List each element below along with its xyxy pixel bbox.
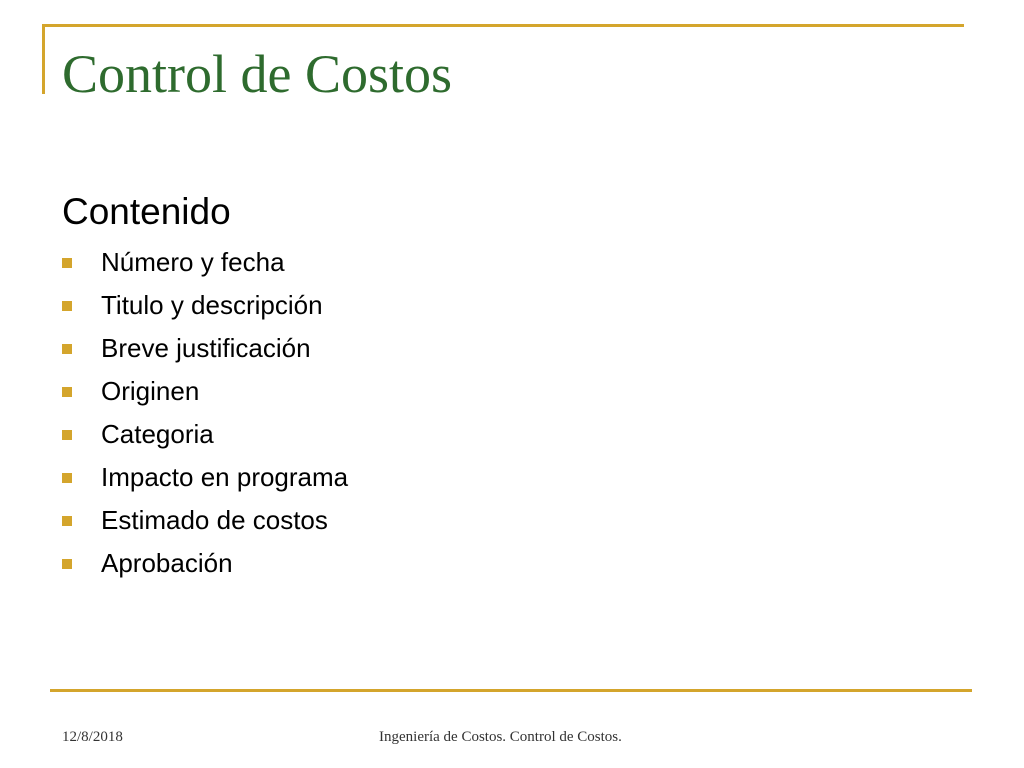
bullet-text: Breve justificación xyxy=(101,333,311,363)
title-frame-top-rule xyxy=(42,24,964,27)
bullet-item xyxy=(62,456,348,499)
square-bullet-icon xyxy=(62,344,72,354)
slide-title: Control de Costos xyxy=(62,44,453,104)
bullet-text: Aprobación xyxy=(101,548,233,578)
bullet-text: Número y fecha xyxy=(101,247,285,277)
square-bullet-icon xyxy=(62,559,72,569)
square-bullet-icon xyxy=(62,301,72,311)
bullet-text: Titulo y descripción xyxy=(101,290,323,320)
title-frame-left-rule xyxy=(42,24,45,94)
footer-rule xyxy=(50,689,972,692)
square-bullet-icon xyxy=(62,430,72,440)
square-bullet-icon xyxy=(62,387,72,397)
bullet-text: Categoria xyxy=(101,419,214,449)
square-bullet-icon xyxy=(62,473,72,483)
content-heading: Contenido xyxy=(62,191,231,232)
bullet-text: Originen xyxy=(101,376,200,406)
bullet-item xyxy=(62,413,348,456)
bullet-item xyxy=(62,284,348,327)
bullet-text: Estimado de costos xyxy=(101,505,328,535)
bullet-item xyxy=(62,241,348,284)
footer-date: 12/8/2018 xyxy=(62,729,123,745)
bullet-item xyxy=(62,499,348,542)
square-bullet-icon xyxy=(62,516,72,526)
bullet-list xyxy=(62,241,348,585)
bullet-item xyxy=(62,327,348,370)
bullet-text: Impacto en programa xyxy=(101,462,349,492)
bullet-item xyxy=(62,542,348,585)
footer-caption: Ingeniería de Costos. Control de Costos. xyxy=(379,729,622,745)
square-bullet-icon xyxy=(62,258,72,268)
bullet-item xyxy=(62,370,348,413)
